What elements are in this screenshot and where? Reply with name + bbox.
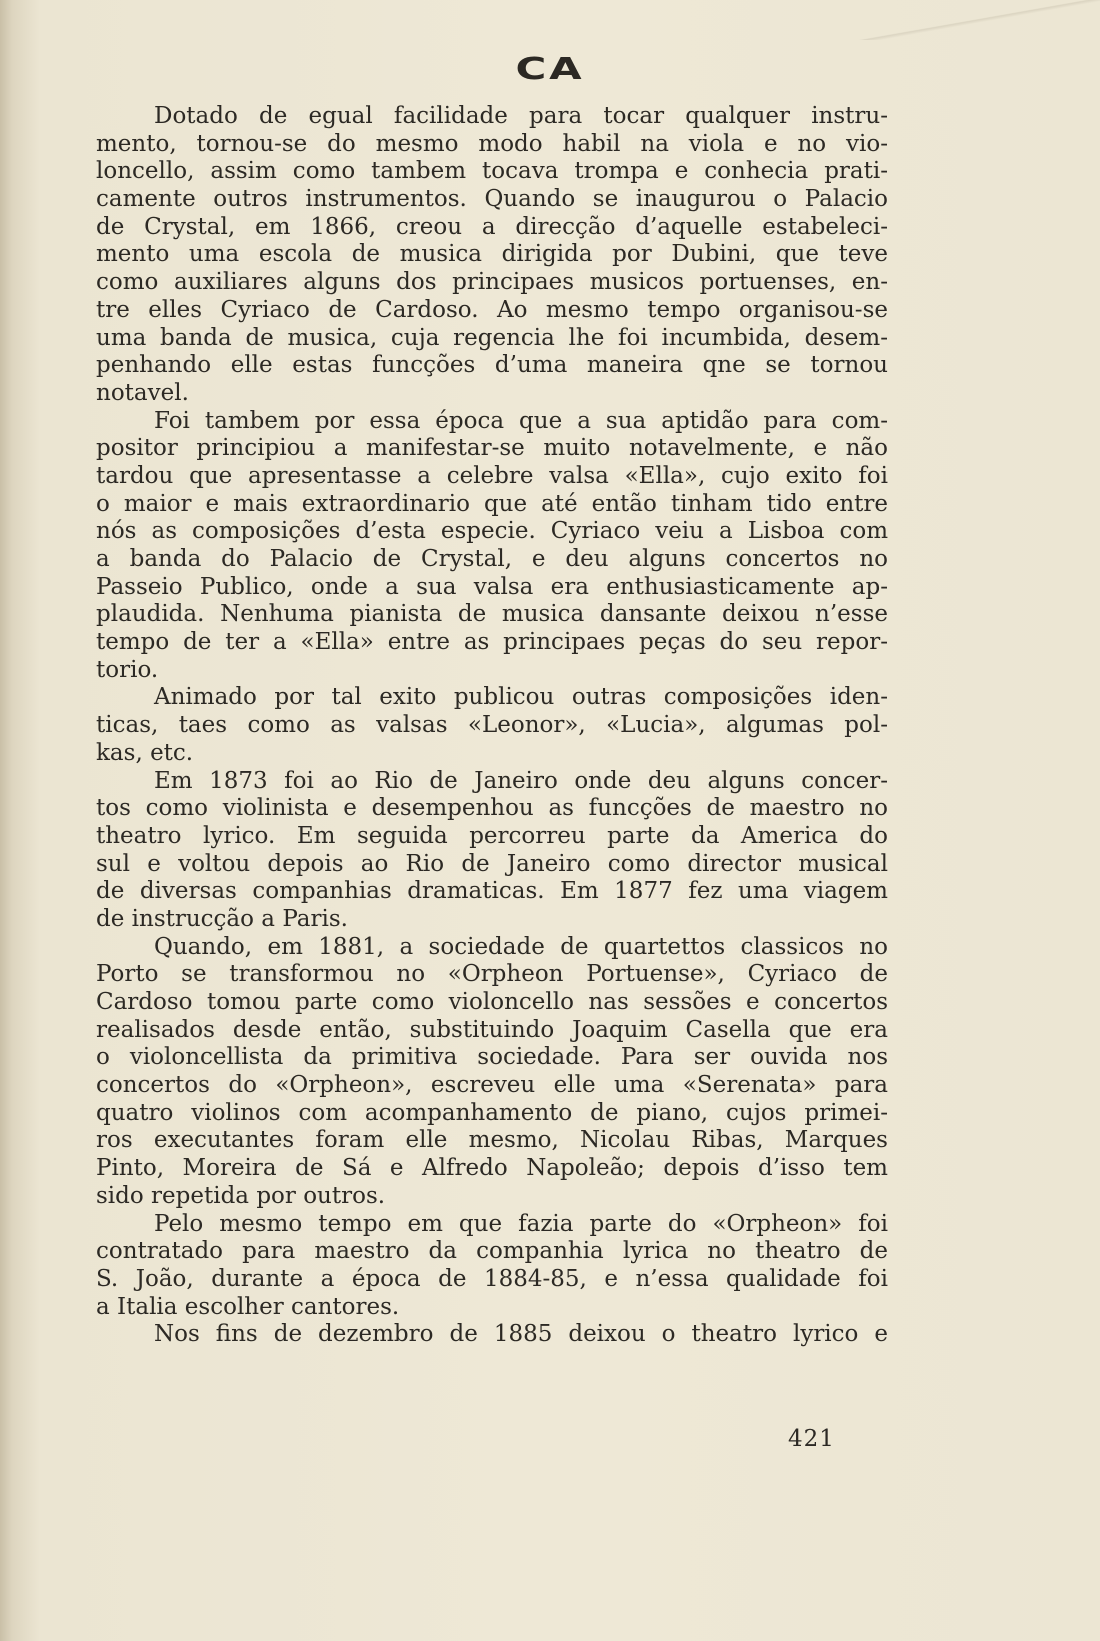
text-line: concertos do «Orpheon», escreveu elle uma «Serenata» para: [96, 1072, 888, 1099]
text-line: a banda do Palacio de Crystal, e deu alguns concertos no: [96, 546, 888, 572]
running-head: CA: [515, 52, 585, 87]
text-line: Nos fins de dezembro de 1885 deixou o theatro lyrico e: [154, 1321, 888, 1348]
text-line: ticas, taes como as valsas «Leonor», «Lucia», algumas pol-: [96, 712, 888, 739]
text-line: Porto se transformou no «Orpheon Portuense», Cyriaco de: [96, 961, 888, 988]
text-line: de diversas companhias dramaticas. Em 1877 fez uma viagem: [96, 878, 888, 905]
text-line: Foi tambem por essa época que a sua aptidão para com-: [154, 407, 888, 434]
text-line: de Crystal, em 1866, creou a direcção d’aquelle estabeleci-: [96, 213, 888, 240]
text-line: Passeio Publico, onde a sua valsa era enthusiasticamente ap-: [96, 573, 888, 600]
text-line: Dotado de egual facilidade para tocar qualquer instru-: [154, 103, 888, 129]
text-line: uma banda de musica, cuja regencia lhe foi incumbida, desem-: [96, 324, 888, 351]
text-line: a Italia escolher cantores.: [96, 1293, 400, 1320]
text-line: realisados desde então, substituindo Joaquim Casella que era: [96, 1016, 888, 1043]
page-number: 421: [788, 1426, 835, 1452]
body-text: [96, 103, 888, 1349]
text-line: notavel.: [96, 379, 189, 406]
text-line: mento uma escola de musica dirigida por Dubini, que teve: [96, 241, 888, 268]
text-line: mento, tornou-se do mesmo modo habil na viola e no vio-: [96, 130, 888, 157]
text-line: o violoncellista da primitiva sociedade. Para ser ouvida nos: [96, 1044, 888, 1071]
text-line: como auxiliares alguns dos principaes musicos portuenses, en-: [96, 269, 888, 296]
text-line: plaudida. Nenhuma pianista de musica dansante deixou n’esse: [96, 601, 888, 628]
text-line: Cardoso tomou parte como violoncello nas sessões e concertos: [96, 989, 888, 1015]
text-line: kas, etc.: [96, 739, 194, 766]
text-line: torio.: [96, 656, 159, 683]
text-line: o maior e mais extraordinario que até então tinham tido entre: [96, 490, 888, 517]
text-line: de instrucção a Paris.: [96, 905, 348, 932]
text-line: tre elles Cyriaco de Cardoso. Ao mesmo tempo organisou-se: [96, 296, 888, 323]
text-line: sul e voltou depois ao Rio de Janeiro como director musical: [96, 850, 888, 877]
text-line: Em 1873 foi ao Rio de Janeiro onde deu alguns concer-: [154, 767, 888, 794]
text-line: Pelo mesmo tempo em que fazia parte do «Orpheon» foi: [154, 1210, 888, 1237]
text-line: Animado por tal exito publicou outras composições iden-: [154, 684, 888, 711]
text-line: contratado para maestro da companhia lyrica no theatro de: [96, 1238, 888, 1265]
text-line: camente outros instrumentos. Quando se inaugurou o Palacio: [96, 186, 888, 213]
text-line: sido repetida por outros.: [96, 1182, 386, 1209]
text-line: nós as composições d’esta especie. Cyriaco veiu a Lisboa com: [96, 518, 888, 545]
text-line: Pinto, Moreira de Sá e Alfredo Napoleão; depois d’isso tem: [96, 1155, 888, 1182]
text-line: loncello, assim como tambem tocava trompa e conhecia prati-: [96, 158, 888, 185]
text-line: S. João, durante a época de 1884-85, e n’essa qualidade foi: [96, 1265, 888, 1292]
text-line: tos como violinista e desempenhou as funcções de maestro no: [96, 795, 888, 822]
page-fold-shadow: [720, 0, 1100, 40]
text-line: penhando elle estas funcções d’uma maneira qne se tornou: [96, 352, 888, 379]
text-line: tempo de ter a «Ella» entre as principaes peças do seu repor-: [96, 629, 888, 656]
text-line: quatro violinos com acompanhamento de piano, cujos primei-: [96, 1099, 888, 1126]
text-line: Quando, em 1881, a sociedade de quartettos classicos no: [154, 933, 888, 960]
text-line: ros executantes foram elle mesmo, Nicolau Ribas, Marques: [96, 1127, 888, 1154]
text-line: theatro lyrico. Em seguida percorreu parte da America do: [96, 822, 888, 849]
text-line: positor principiou a manifestar-se muito notavelmente, e não: [96, 435, 888, 462]
text-line: tardou que apresentasse a celebre valsa «Ella», cujo exito foi: [96, 462, 888, 489]
